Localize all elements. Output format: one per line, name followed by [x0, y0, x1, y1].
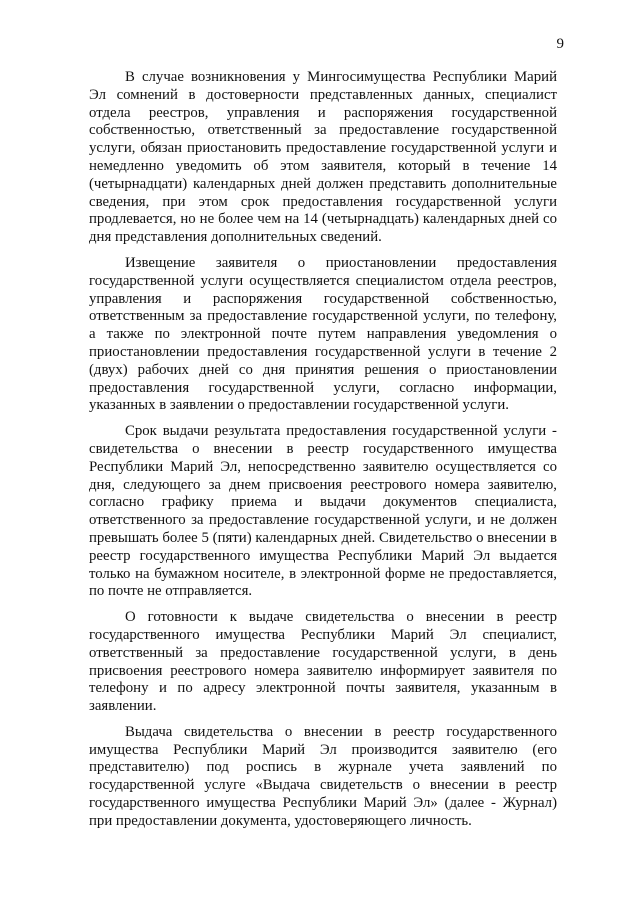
document-body	[89, 69, 557, 839]
paragraph-notice-of-suspension: Извещение заявителя о приостановлении предоставления государственной услуги осуществляется специалистом отдела реестров, управления и распоряжения государственной собственностью, ответственным за предоставление государственной услуги, по телефону, а также по электронной почте путем направления уведомления о приостановлении предоставления государственной услуги в течение 2 (двух) рабочих дней со дня принятия решения о приостановлении предоставления государственной услуги, согласно информации, указанных в заявлении о предоставлении государственной услуги.	[89, 254, 557, 414]
paragraph-issue-deadline: Срок выдачи результата предоставления государственной услуги - свидетельства о внесении в реестр государственного имущества Республики Марий Эл, непосредственно заявителю осуществляется со дня, следующего за днем присвоения реестрового номера заявителю, согласно графику приема и выдачи документов специалиста, ответственного за предоставление государственной услуги, и не должен превышать более 5 (пяти) календарных дней. Свидетельство о внесении в реестр государственного имущества Республики Марий Эл выдается только на бумажном носителе, в электронной форме не предоставляется, по почте не отправляется.	[89, 423, 557, 600]
paragraph-certificate-issuance: Выдача свидетельства о внесении в реестр государственного имущества Республики Марий Эл производится заявителю (его представителю) под роспись в журнале учета заявлений по государственной услуге «Выдача свидетельств о внесении в реестр государственного имущества Республики Марий Эл» (далее - Журнал) при предоставлении документа, удостоверяющего личность.	[89, 723, 557, 829]
page-number: 9	[556, 36, 564, 52]
paragraph-suspension-doubts: В случае возникновения у Мингосимущества Республики Марий Эл сомнений в достоверности представленных данных, специалист отдела реестров, управления и распоряжения государственной собственностью, ответственный за предоставление государственной услуги, обязан приостановить предоставление государственной услуги и немедленно уведомить об этом заявителя, который в течение 14 (четырнадцати) календарных дней должен представить дополнительные сведения, при этом срок предоставления государственной услуги продлевается, но не более чем на 14 (четырнадцать) календарных дней со дня представления дополнительных сведений.	[89, 69, 557, 246]
paragraph-readiness-notification: О готовности к выдаче свидетельства о внесении в реестр государственного имущества Республики Марий Эл специалист, ответственный за предоставление государственной услуги, в день присвоения реестрового номера заявителю информирует заявителя по телефону и по адресу электронной почты заявителя, указанным в заявлении.	[89, 609, 557, 715]
